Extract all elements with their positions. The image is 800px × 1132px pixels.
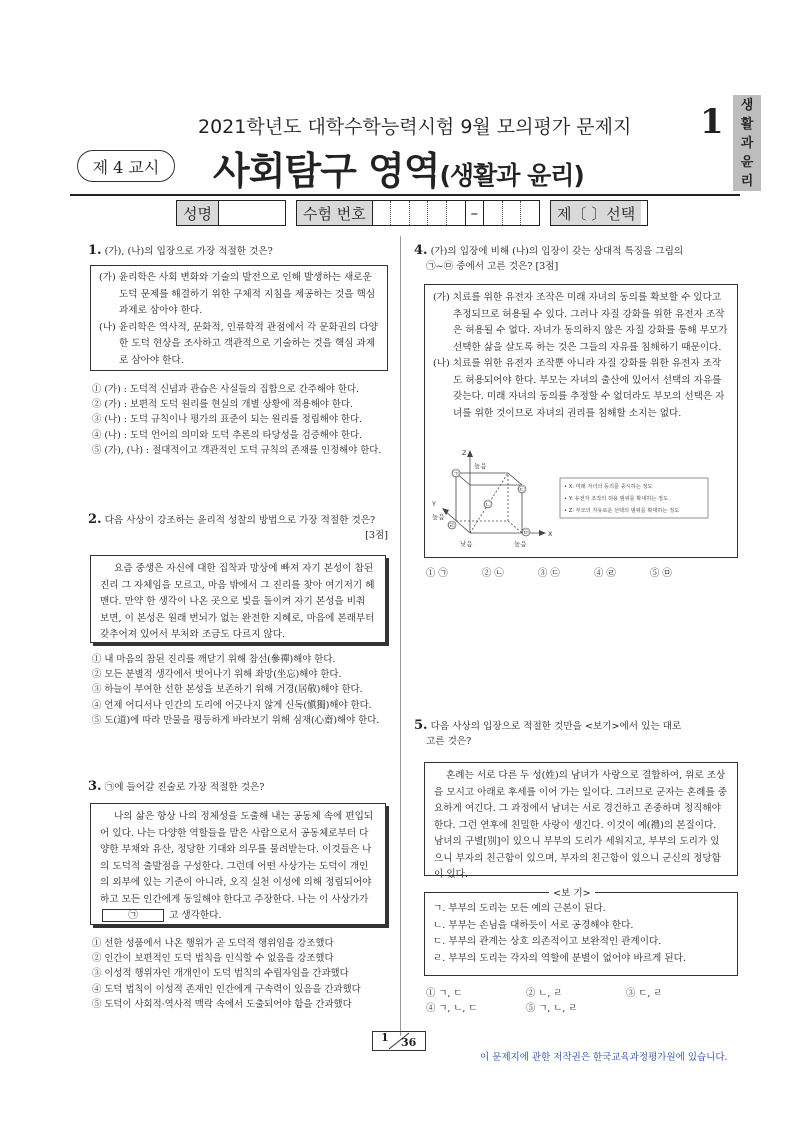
answer-choice[interactable]: ③ ㉢ xyxy=(538,568,560,579)
question-text: 다음 사상이 강조하는 윤리적 성찰의 방법으로 가장 적절한 것은? xyxy=(104,515,376,526)
answer-choice[interactable]: ④ 도덕 법칙이 이성적 존재인 인간에게 구속력이 있음을 간과했다 xyxy=(92,983,361,995)
answer-choice[interactable]: ④ 언제 어디서나 인간의 도리에 어긋나지 않게 신독(愼獨)해야 한다. xyxy=(92,699,372,711)
side-tab-char: 생 xyxy=(740,97,754,113)
question-3-choices xyxy=(92,936,361,1012)
question-5-passage-box xyxy=(424,762,738,880)
question-text: (가)의 입장에 비해 (나)의 입장이 갖는 상대적 특징을 그림의 xyxy=(430,246,684,257)
answer-choice[interactable]: ② 모든 분별적 생각에서 벗어나기 위해 좌망(坐忘)해야 한다. xyxy=(92,669,342,681)
total-pages: 36 xyxy=(401,1036,417,1049)
period-badge: 제 4 교시 xyxy=(77,150,175,182)
point-label: ㉣ xyxy=(448,521,455,530)
passage-ga: (가) 윤리학은 사회 변화와 기술의 발전으로 인해 발생하는 새로운 도덕 문제를 해결하기 위한 구체적 지침을 제공하는 것을 핵심 과제로 삼아야 한다. xyxy=(99,272,376,316)
answer-choice[interactable]: ④ ㉣ xyxy=(594,568,616,579)
question-text-cont: ㉠~㉤ 중에서 고른 것은? [3점] xyxy=(426,261,559,272)
name-box xyxy=(176,200,286,226)
question-2-choices xyxy=(92,652,379,728)
legend-item: • X: 미래 자녀의 동의를 중시하는 정도 xyxy=(564,484,653,490)
question-number: 1. xyxy=(88,243,102,258)
z-arrow-icon xyxy=(467,450,473,457)
side-tab-char: 과 xyxy=(740,135,754,151)
axis-z-high: 높음 xyxy=(474,462,487,470)
bogi-title: <보 기> xyxy=(549,885,595,899)
question-4-3d-figure xyxy=(430,448,730,553)
passage-text-end: 고 생각한다. xyxy=(169,910,222,921)
answer-choice[interactable]: ⑤ 도(道)에 따라 만물을 평등하게 바라보기 위해 심재(心齋)해야 한다. xyxy=(92,714,380,726)
answer-choice[interactable]: ⑤ ㄱ, ㄴ, ㄹ xyxy=(526,1003,578,1015)
answer-blank: ㉠ xyxy=(102,909,164,922)
passage-text: 요즘 중생은 자신에 대한 집착과 망상에 빠져 자기 본성이 참된 진리 그 자체임을 모르고, 마음 밖에서 그 진리를 찾아 여기저기 헤맨다. 만약 한 생각이 나온 곳으로 빛을 돌이켜 자기 본성을 비춰 보면, 이 본성은 원래 번뇌가 없는 완전한 지혜로, 마음에 본래부터 갖추어져 있어서 부처와 조금도 다르지 않다. xyxy=(100,563,375,640)
answer-choice[interactable]: ④ ㄱ, ㄴ, ㄷ xyxy=(426,1003,478,1015)
answer-choice[interactable]: ② (가) : 보편적 도덕 원리를 현실의 개별 상황에 적용해야 한다. xyxy=(92,399,353,411)
name-label: 성명 xyxy=(177,201,219,225)
question-number: 5. xyxy=(414,718,428,733)
answer-choice[interactable]: ② ㉡ xyxy=(482,568,504,579)
answer-choice[interactable]: ③ 하늘이 부여한 선한 본성을 보존하기 위해 거경(居敬)해야 한다. xyxy=(92,684,363,696)
answer-choice[interactable]: ② 인간이 보편적인 도덕 법칙을 인식할 수 없음을 강조했다 xyxy=(92,953,334,965)
question-number: 4. xyxy=(414,243,428,258)
legend-item: • Y: 유전자 조작의 허용 범위를 확대하는 정도 xyxy=(564,496,669,502)
side-tab-char: 리 xyxy=(740,173,754,189)
answer-choice[interactable]: ① ㄱ, ㄷ xyxy=(426,988,463,999)
answer-choice[interactable]: ② ㄴ, ㄹ xyxy=(526,988,563,999)
point-label: ㉤ xyxy=(522,528,529,537)
bogi-item: ㄷ. 부부의 관계는 상호 의존적이고 보완적인 관계이다. xyxy=(433,936,662,947)
question-text: ㉠에 들어갈 진술로 가장 적절한 것은? xyxy=(104,782,265,793)
axis-z-label: Z xyxy=(462,449,467,457)
passage-ga: (가) 치료를 위한 유전자 조작은 미래 자녀의 동의를 확보할 수 있다고 추정되므로 허용될 수 있다. 그러나 자질 강화를 위한 유전자 조작은 허용될 수 없다. 자녀가 동의하지 않은 자질 강화를 통해 부모가 선택한 삶을 살도록 하는 것은 그들의 자유를 침해하기 때문이다. xyxy=(433,292,728,353)
question-1-passage-box xyxy=(90,265,388,371)
question-text: 다음 사상의 입장으로 적절한 것만을 <보기>에서 있는 대로 xyxy=(430,721,682,732)
exam-number-dash: – xyxy=(466,201,485,225)
answer-choice[interactable]: ① ㉠ xyxy=(426,568,448,579)
passage-na: (나) 윤리학은 역사적, 문화적, 인류학적 관점에서 각 문화권의 다양한 도덕 현상을 조사하고 객관적으로 기술하는 것을 핵심 과제로 삼아야 한다. xyxy=(99,321,378,366)
question-1-choices xyxy=(92,382,381,458)
bogi-box xyxy=(424,892,738,976)
subject-title xyxy=(213,140,584,195)
question-1-stem xyxy=(88,243,388,259)
question-5-choices xyxy=(426,986,736,1016)
question-3-passage-box xyxy=(90,803,386,925)
side-tab-char: 활 xyxy=(740,116,754,132)
answer-choice[interactable]: ③ ㄷ, ㄹ xyxy=(626,988,663,999)
answer-choice[interactable]: ⑤ 도덕이 사회적·역사적 맥락 속에서 도출되어야 함을 간과했다 xyxy=(92,998,352,1010)
legend-item: • Z: 부모의 자유로운 선택의 범위를 확대하는 정도 xyxy=(564,508,680,514)
answer-choice[interactable]: ③ (나) : 도덕 규칙이나 평가의 표준이 되는 원리를 정립해야 한다. xyxy=(92,414,362,426)
question-number: 3. xyxy=(88,779,102,794)
exam-number-field[interactable] xyxy=(373,201,539,225)
name-field[interactable] xyxy=(219,201,285,225)
axis-x-label: X xyxy=(548,530,553,538)
bogi-item: ㄴ. 부부는 손님을 대하듯이 서로 공경해야 한다. xyxy=(433,919,634,931)
question-text: (가), (나)의 입장으로 가장 적절한 것은? xyxy=(104,246,273,257)
page-number: 1 xyxy=(700,102,724,142)
question-4-choices xyxy=(426,566,706,581)
answer-choice[interactable]: ③ 이성적 행위자인 개개인이 도덕 법칙의 수립자임을 간과했다 xyxy=(92,968,349,980)
answer-choice[interactable]: ① (가) : 도덕적 신념과 관습은 사실들의 집합으로 간주해야 한다. xyxy=(92,384,360,395)
question-3-stem xyxy=(88,779,388,795)
exam-number-label: 수험 번호 xyxy=(297,201,373,225)
current-page: 1 xyxy=(381,1031,389,1044)
passage-na: (나) 치료를 위한 유전자 조작뿐 아니라 자질 강화를 위한 유전자 조작도 허용되어야 한다. 부모는 자녀의 출산에 있어서 선택의 자유를 갖는다. 미래 자녀의 동의를 추정할 수 없더라도 부모의 선택은 자녀를 위한 것이므로 자녀의 권리를 침해할 소지는 없다. xyxy=(433,358,725,419)
passage-text: 나의 삶은 항상 나의 정체성을 도출해 내는 공동체 속에 편입되어 있다. 나는 다양한 역할들을 맡은 사람으로서 공동체로부터 다양한 부채와 유산, 정당한 기대와 의무를 물려받는다. 이것들은 나의 도덕적 출발점을 구성한다. 그런데 어떤 사상가는 도덕이 개인의 외부에 있는 기준이 아니라, 오직 실천 이성에 의해 정립되어야 하고 모든 인간에게 동일해야 한다고 주장한다. xyxy=(100,811,374,905)
question-2-passage-box xyxy=(90,555,386,643)
bogi-item: ㄹ. 부부의 도리는 각자의 역할에 분별이 없어야 바르게 된다. xyxy=(433,952,686,964)
answer-choice[interactable]: ① 선한 성품에서 나온 행위가 곧 도덕적 행위임을 강조했다 xyxy=(92,938,334,949)
x-arrow-icon xyxy=(539,530,546,536)
subject-main: 사회탐구 영역 xyxy=(213,149,440,193)
question-text-cont: 고른 것은? xyxy=(426,736,472,747)
question-4-stem xyxy=(414,243,740,274)
side-tab-char: 윤 xyxy=(740,154,754,170)
header-divider xyxy=(70,194,740,196)
answer-choice[interactable]: ① 내 마음의 참된 진리를 깨닫기 위해 참선(參禪)해야 한다. xyxy=(92,654,336,665)
copyright-notice: 이 문제지에 관한 저작권은 한국교육과정평가원에 있습니다. xyxy=(480,1052,728,1063)
exam-number-box xyxy=(296,200,540,226)
passage-text-end: 나는 이 사상가가 xyxy=(297,893,369,905)
question-points: [3점] xyxy=(365,530,388,541)
subject-sub: (생활과 윤리) xyxy=(439,161,584,190)
axis-y-label: Y xyxy=(432,500,436,508)
axis-y-high: 높음 xyxy=(432,513,445,521)
point-label: ㉢ xyxy=(518,485,525,494)
choice-label: 제〔 〕선택 xyxy=(551,201,641,225)
point-label: ㉡ xyxy=(484,500,491,509)
bogi-item: ㄱ. 부부의 도리는 모든 예의 근본이 된다. xyxy=(433,903,606,914)
axis-x-high: 높음 xyxy=(514,540,527,548)
column-divider xyxy=(400,236,401,1036)
passage-text: 혼례는 서로 다른 두 성(姓)의 남녀가 사랑으로 결합하여, 위로 조상을 모시고 아래로 후세를 이어 가는 일이다. 그러므로 군자는 혼례를 중요하게 여긴다. 그 과정에서 남녀는 서로 경건하고 존중하며 정직해야 한다. 그런 연후에 친밀한 사랑이 생긴다. 이것이 예(禮)의 본질이다. 남녀의 구별[別]이 있으니 부부의 도리가 세워지고, 부부의 도리가 있으니 부자의 친근함이 있으며, 부자의 친근함이 있으니 군신의 정당함이 있다. xyxy=(434,770,728,880)
question-2-stem xyxy=(88,512,388,543)
axis-low: 낮음 xyxy=(460,540,473,548)
answer-choice[interactable]: ④ (나) : 도덕 언어의 의미와 도덕 추론의 타당성을 검증해야 한다. xyxy=(92,429,362,441)
answer-choice[interactable]: ⑤ (가), (나) : 절대적이고 객관적인 도덕 규칙의 존재를 인정해야 한다. xyxy=(92,444,382,456)
question-5-stem xyxy=(414,718,740,749)
page-counter xyxy=(372,1031,426,1051)
point-label: ㉠ xyxy=(452,469,459,478)
exam-title: 2021학년도 대학수학능력시험 9월 모의평가 문제지 xyxy=(198,116,632,138)
question-number: 2. xyxy=(88,512,102,527)
answer-choice[interactable]: ⑤ ㉤ xyxy=(650,568,672,579)
subject-side-tab xyxy=(733,95,761,191)
choice-box xyxy=(550,200,648,226)
